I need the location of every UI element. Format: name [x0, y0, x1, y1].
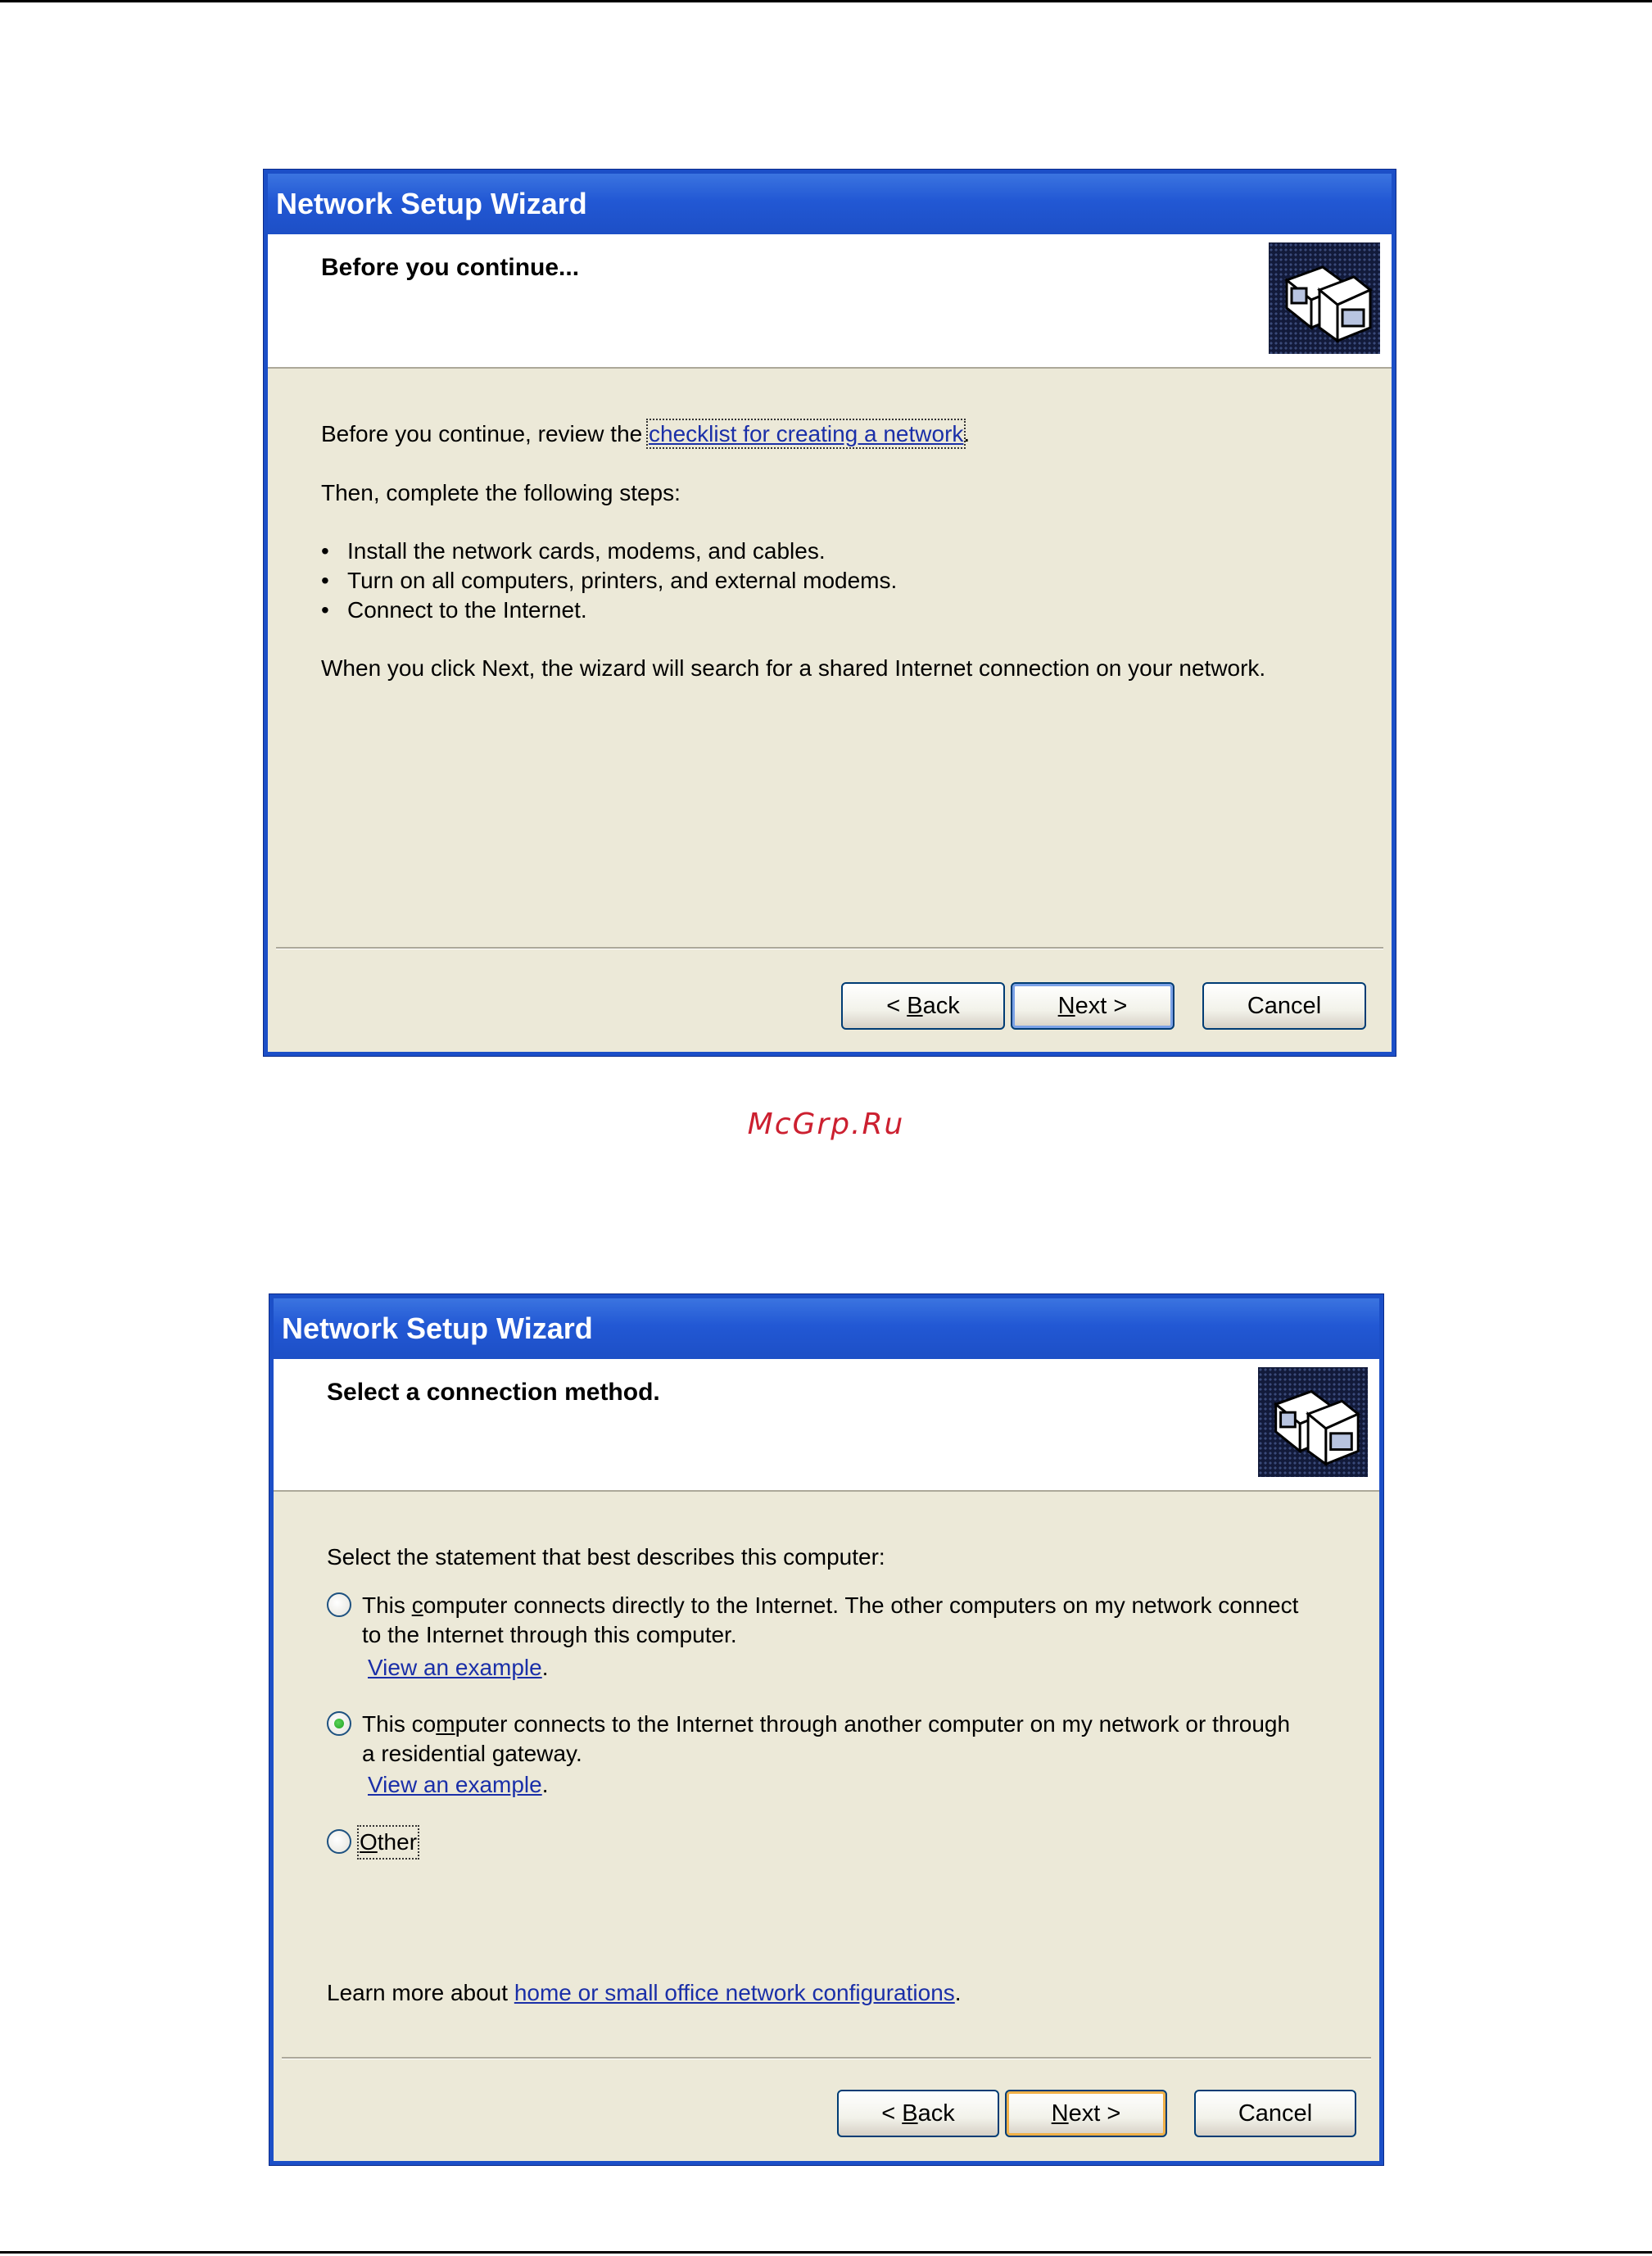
back-accelerator: B: [902, 2100, 918, 2127]
cancel-button[interactable]: Cancel: [1202, 982, 1366, 1030]
prompt-text: Select the statement that best describes this computer:: [327, 1544, 885, 1570]
footer-divider: [276, 947, 1383, 949]
radio-label[interactable]: [360, 1828, 417, 1857]
wizard-header: [268, 234, 1392, 369]
network-configurations-link[interactable]: home or small office network configurations: [514, 1980, 955, 2005]
next-button[interactable]: [1005, 2090, 1167, 2137]
link-suffix: .: [541, 1772, 549, 1797]
wizard-window-connection-method: [269, 1294, 1383, 2165]
cancel-button[interactable]: Cancel: [1194, 2090, 1356, 2137]
back-label: ack: [922, 993, 960, 1019]
option-accelerator: O: [360, 1829, 378, 1855]
page-title: Select a connection method.: [327, 1379, 660, 1406]
list-item-text: Connect to the Internet.: [347, 597, 587, 623]
watermark-text: McGrp.Ru: [747, 1108, 905, 1141]
next-label: ext >: [1068, 2100, 1121, 2127]
option-text-post: puter connects to the Internet through another computer on my network or through: [455, 1711, 1291, 1737]
bottom-rule: [0, 2251, 1652, 2254]
list-item: [321, 537, 826, 566]
view-example-link[interactable]: View an example: [368, 1655, 542, 1680]
back-accelerator: B: [907, 993, 923, 1019]
option-text-pre: This co: [362, 1711, 437, 1737]
footer-divider: [282, 2057, 1371, 2059]
option-line2: to the Internet through this computer.: [362, 1622, 737, 1647]
network-computers-icon: [1258, 1367, 1368, 1477]
bullet-icon: •: [321, 538, 329, 564]
next-note: When you click Next, the wizard will search for a shared Internet connection on your network.: [321, 655, 1266, 681]
back-button[interactable]: [841, 982, 1005, 1030]
view-example-link[interactable]: View an example: [368, 1772, 542, 1797]
learn-more-text: [327, 1978, 962, 2008]
list-item-text: Install the network cards, modems, and cables.: [347, 538, 826, 564]
view-example-link-group: [368, 1653, 549, 1683]
list-item: [321, 566, 897, 596]
view-example-link-group: [368, 1770, 549, 1800]
radio-label[interactable]: [362, 1591, 1298, 1620]
option-accelerator: c: [411, 1592, 423, 1618]
next-button[interactable]: [1011, 982, 1175, 1030]
bullet-icon: •: [321, 568, 329, 593]
wizard-window-before-continue: [264, 170, 1396, 1056]
intro-text: [321, 419, 970, 449]
option-line2: a residential gateway.: [362, 1741, 582, 1766]
top-rule: [0, 0, 1652, 2]
radio-dot-icon: [334, 1719, 344, 1728]
radio-label[interactable]: [362, 1710, 1290, 1739]
wizard-header: [274, 1359, 1379, 1492]
learn-prefix: Learn more about: [327, 1980, 514, 2005]
option-text-pre: This: [362, 1592, 412, 1618]
back-button[interactable]: [837, 2090, 999, 2137]
learn-suffix: .: [954, 1980, 962, 2005]
back-prefix: <: [881, 2100, 903, 2127]
next-accelerator: N: [1051, 2100, 1069, 2127]
radio-unselected[interactable]: [327, 1592, 351, 1617]
intro-prefix: Before you continue, review the: [321, 421, 649, 446]
window-title[interactable]: Network Setup Wizard: [274, 1298, 1379, 1359]
intro-suffix: .: [963, 421, 971, 446]
window-title[interactable]: Network Setup Wizard: [268, 174, 1392, 234]
next-accelerator: N: [1057, 993, 1075, 1019]
next-label: ext >: [1075, 993, 1128, 1019]
radio-unselected[interactable]: [327, 1829, 351, 1854]
steps-label: Then, complete the following steps:: [321, 480, 681, 505]
page-title: Before you continue...: [321, 254, 580, 281]
list-item-text: Turn on all computers, printers, and external modems.: [347, 568, 898, 593]
network-computers-icon: [1269, 242, 1380, 354]
option-accelerator: m: [436, 1711, 455, 1737]
checklist-link[interactable]: checklist for creating a network: [649, 421, 964, 446]
bullet-icon: •: [321, 597, 329, 623]
option-text-post: ther: [377, 1829, 418, 1855]
list-item: [321, 596, 587, 625]
radio-selected[interactable]: [327, 1711, 351, 1736]
link-suffix: .: [541, 1655, 549, 1680]
option-text-post: omputer connects directly to the Internet. The other computers on my network connect: [423, 1592, 1299, 1618]
back-label: ack: [917, 2100, 955, 2127]
back-prefix: <: [886, 993, 907, 1019]
